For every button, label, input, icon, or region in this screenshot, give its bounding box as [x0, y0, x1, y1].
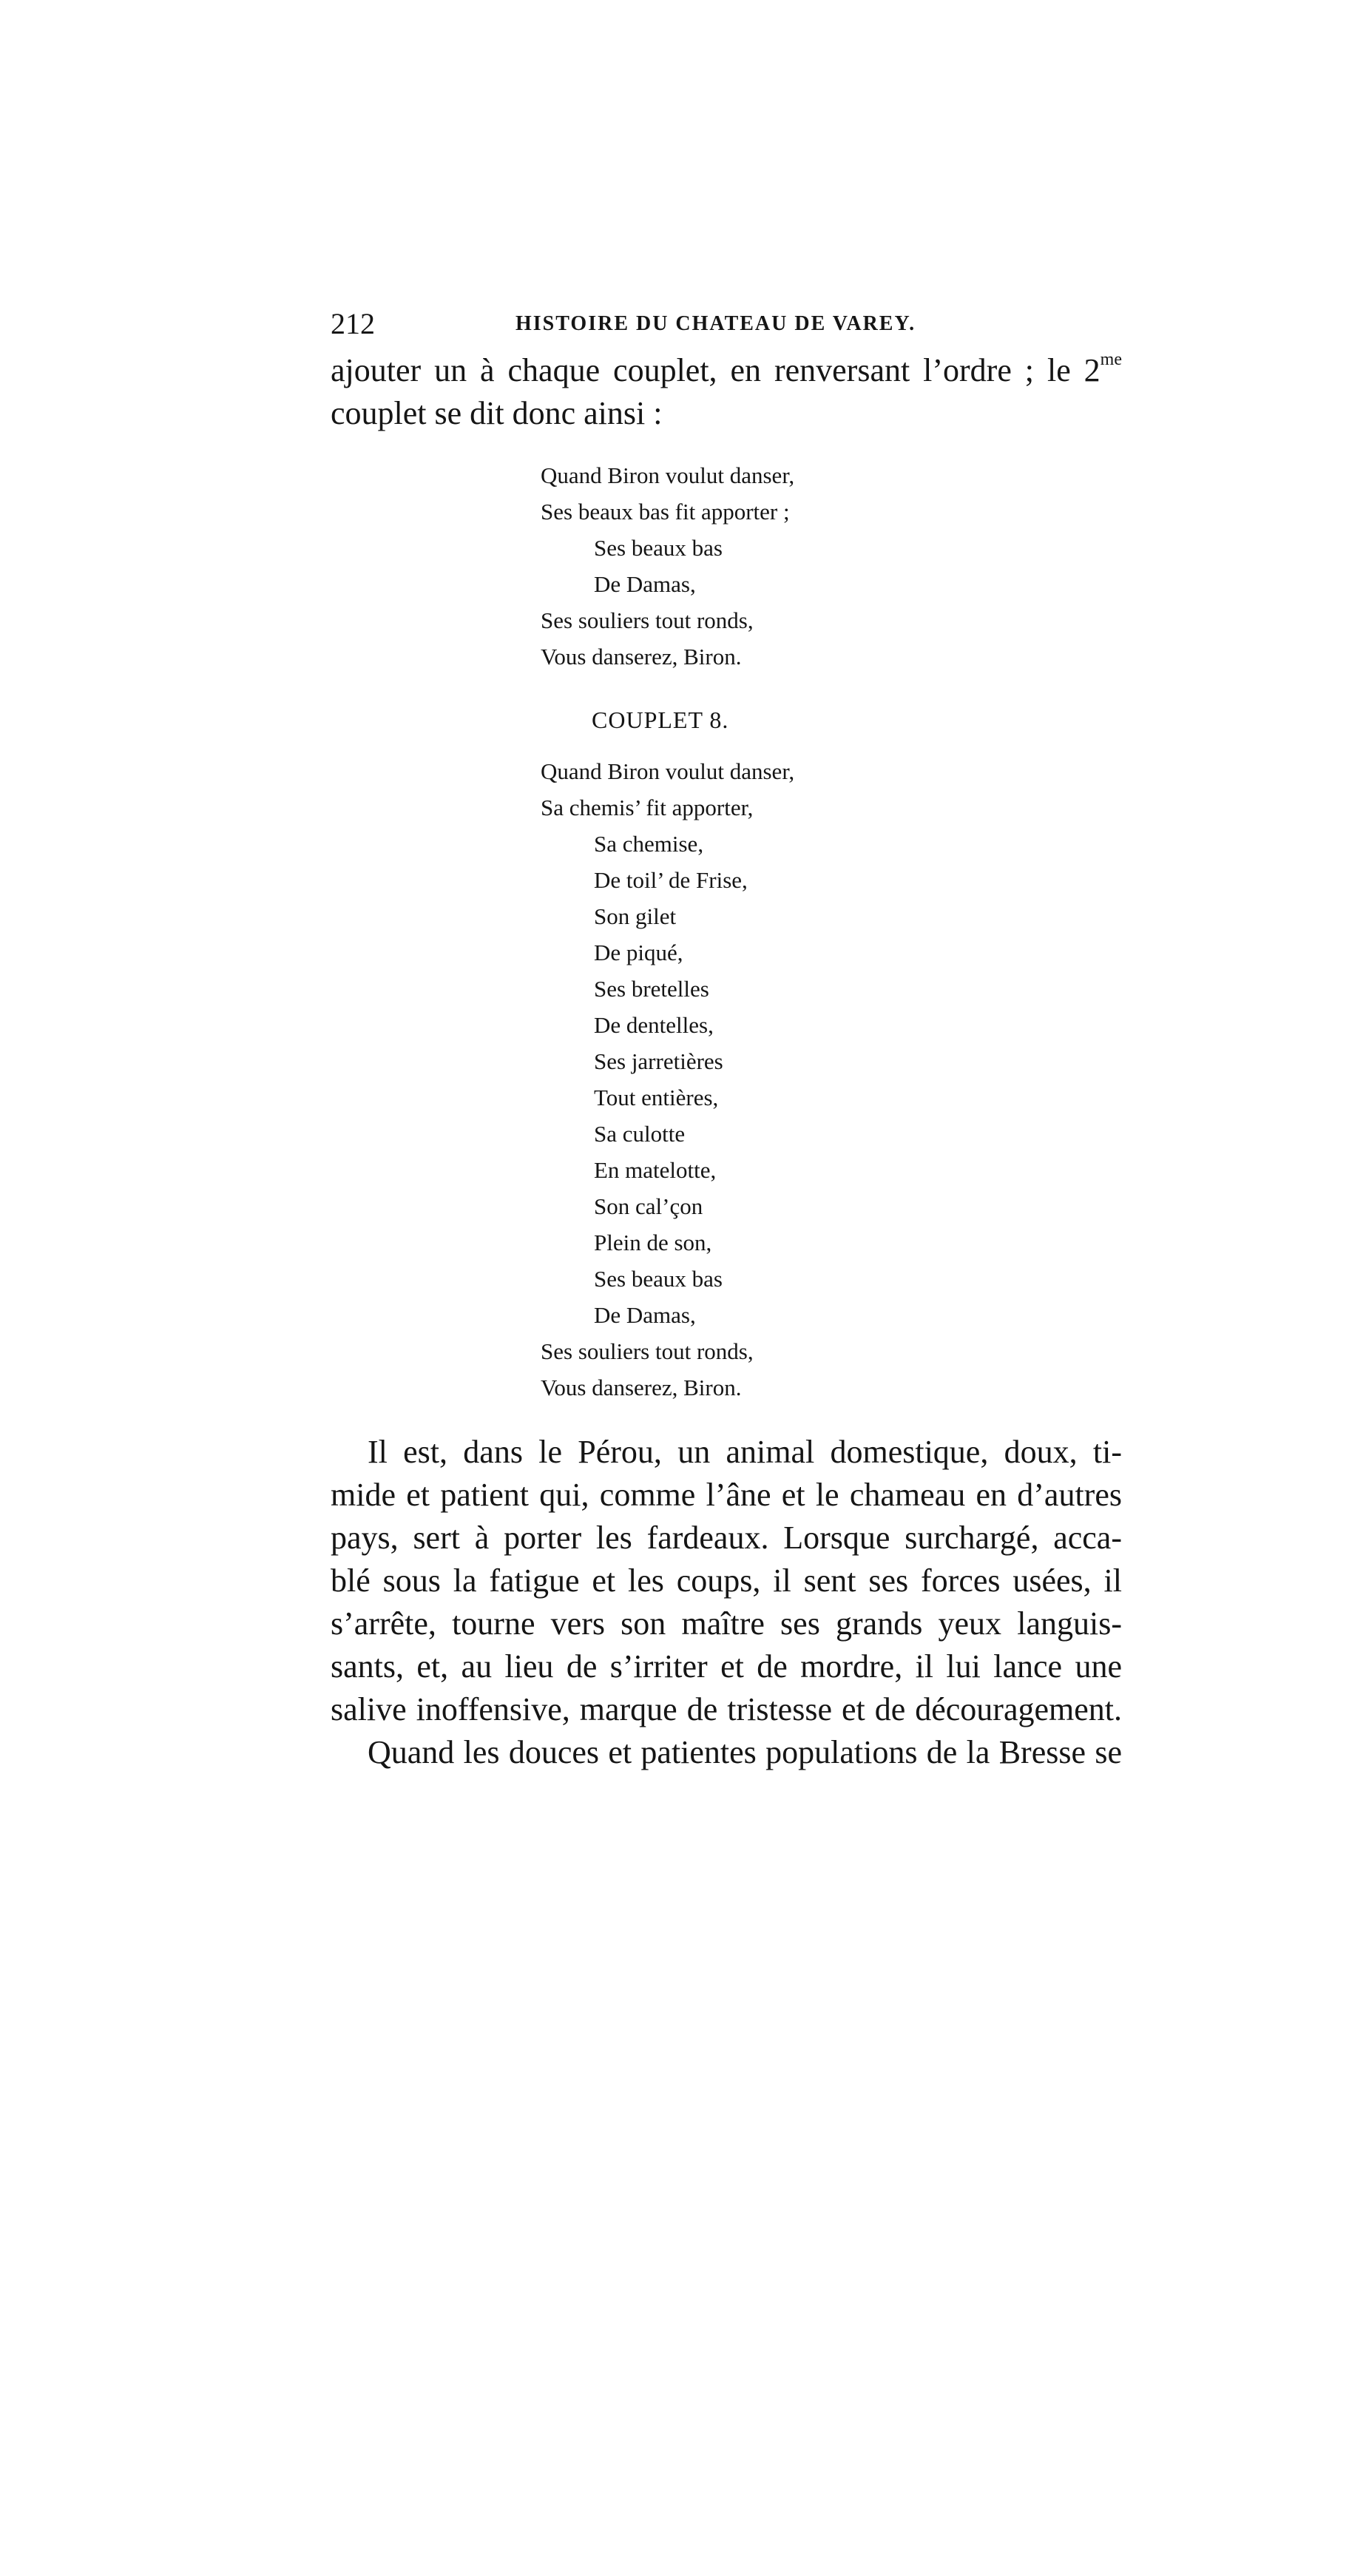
verse-line: Plein de son,: [594, 1230, 712, 1255]
paragraph-line: salive inoffensive, marque de tristesse et de découragement.: [331, 1691, 1122, 1727]
verse-line: Ses souliers tout ronds,: [541, 607, 754, 633]
verse-line: Vous danserez, Biron.: [541, 1375, 742, 1400]
intro-paragraph: [331, 349, 1122, 435]
verse-block-1: [541, 457, 910, 675]
verse-line: Ses beaux bas fit apporter ;: [541, 499, 790, 525]
verse-line: De piqué,: [594, 940, 683, 965]
verse-line: Ses beaux bas: [594, 1266, 723, 1292]
verse-line: En matelotte,: [594, 1157, 717, 1183]
verse-line: Ses souliers tout ronds,: [541, 1338, 754, 1364]
verse-line: Tout entières,: [594, 1085, 719, 1110]
paragraph-line: s’arrête, tourne vers son maître ses grands yeux languis-: [331, 1605, 1122, 1642]
verse-line: De dentelles,: [594, 1012, 714, 1038]
verse-line: Sa culotte: [594, 1121, 686, 1147]
paragraph-line: Quand les douces et patientes populations de la Bresse se: [368, 1734, 1122, 1770]
paragraph-line: pays, sert à porter les fardeaux. Lorsque surchargé, acca-: [331, 1520, 1122, 1556]
page-header: [331, 302, 1122, 346]
verse-line: Quand Biron voulut danser,: [541, 758, 795, 784]
verse-line: Ses bretelles: [594, 976, 709, 1002]
page-number: 212: [331, 307, 375, 340]
couplet-heading: COUPLET 8.: [592, 707, 729, 733]
intro-line-1: ajouter un à chaque couplet, en renversant l’ordre ; le $2^{me}$: [331, 350, 1122, 388]
verse-line: Ses jarretières: [594, 1048, 723, 1074]
paragraph-line: mide et patient qui, comme l’âne et le chameau en d’autres: [331, 1477, 1122, 1513]
body-paragraph-1: [331, 1431, 1122, 1731]
paragraph-line: Il est, dans le Pérou, un animal domestique, doux, ti-: [368, 1434, 1122, 1470]
verse-line: De toil’ de Frise,: [594, 867, 748, 893]
verse-line: Sa chemise,: [594, 831, 704, 857]
intro-line-2: couplet se dit donc ainsi :: [331, 395, 663, 431]
superscript: me: [1100, 350, 1122, 369]
verse-line: De Damas,: [594, 571, 696, 597]
body-paragraph-2: [331, 1731, 1122, 1774]
verse-line: Son gilet: [594, 903, 677, 929]
verse-line: Sa chemis’ fit apporter,: [541, 795, 754, 820]
verse-line: Ses beaux bas: [594, 535, 723, 561]
paragraph-line: blé sous la fatigue et les coups, il sent ses forces usées, il: [331, 1562, 1122, 1599]
verse-line: Son cal’çon: [594, 1193, 703, 1219]
verse-line: De Damas,: [594, 1302, 696, 1328]
verse-line: Quand Biron voulut danser,: [541, 462, 795, 488]
verse-line: Vous danserez, Biron.: [541, 644, 742, 670]
verse-block-2: [541, 753, 910, 1406]
paragraph-line: sants, et, au lieu de s’irriter et de mordre, il lui lance une: [331, 1648, 1122, 1685]
running-title: HISTOIRE DU CHATEAU DE VAREY.: [515, 312, 916, 335]
